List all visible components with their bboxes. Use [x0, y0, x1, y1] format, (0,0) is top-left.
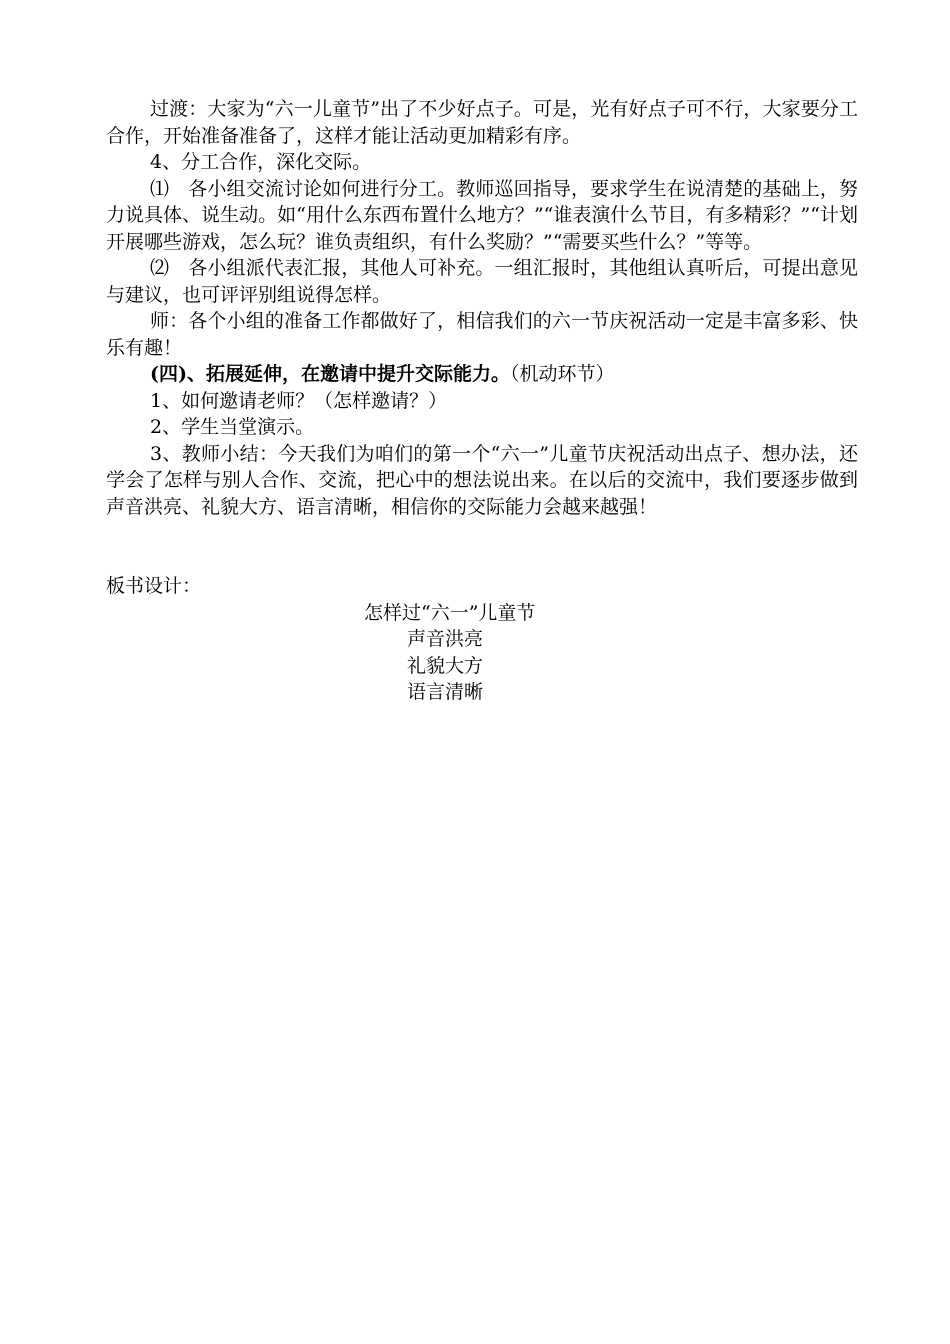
paragraph-step4: 4、分工合作，深化交际。 — [150, 151, 372, 173]
paragraph-transition: 过渡：大家为“六一儿童节”出了不少好点子。可是，光有好点子可不行，大家要分工合作，开始准备准备了，这样才能让活动更加精彩有序。 — [106, 98, 858, 147]
section-heading-text: (四)、拓展延伸，在邀请中提升交际能力。 — [150, 363, 510, 385]
board-line-2: 礼貌大方 — [407, 654, 484, 677]
board-line-1: 声音洪亮 — [407, 628, 484, 650]
step-1: 1、如何邀请老师？（怎样邀请？） — [150, 389, 448, 412]
board-design — [106, 600, 858, 710]
board-design-label: 板书设计： — [106, 575, 202, 597]
paragraph-teacher: 师：各个小组的准备工作都做好了，相信我们的六一节庆祝活动一定是丰富多彩、快乐有趣！ — [106, 310, 858, 359]
paragraph-item1: ⑴ 各小组交流讨论如何进行分工。教师巡回指导，要求学生在说清楚的基础上，努力说具体、说生动。如“用什么东西布置什么地方？”“谁表演什么节目，有多精彩？”“计划开展哪些游戏，怎么玩？谁负责组织，有什么奖励？”“需要买些什么？”等等。 — [106, 177, 858, 253]
document-body — [106, 96, 858, 710]
section-heading — [106, 361, 858, 388]
paragraph-item2: ⑵ 各小组派代表汇报，其他人可补充。一组汇报时，其他组认真听后，可提出意见与建议，也可评评别组说得怎样。 — [106, 257, 858, 306]
step-2: 2、学生当堂演示。 — [150, 416, 315, 438]
step-3: 3、教师小结：今天我们为咱们的第一个“六一”儿童节庆祝活动出点子、想办法，还学会了怎样与别人合作、交流，把心中的想法说出来。在以后的交流中，我们要逐步做到声音洪亮、礼貌大方、语言清晰，相信你的交际能力会越来越强！ — [106, 442, 858, 518]
section-heading-note: （机动环节） — [509, 363, 615, 385]
board-title: 怎样过“六一”儿童节 — [364, 601, 536, 624]
board-line-3: 语言清晰 — [407, 681, 484, 703]
blank-space — [106, 520, 858, 573]
